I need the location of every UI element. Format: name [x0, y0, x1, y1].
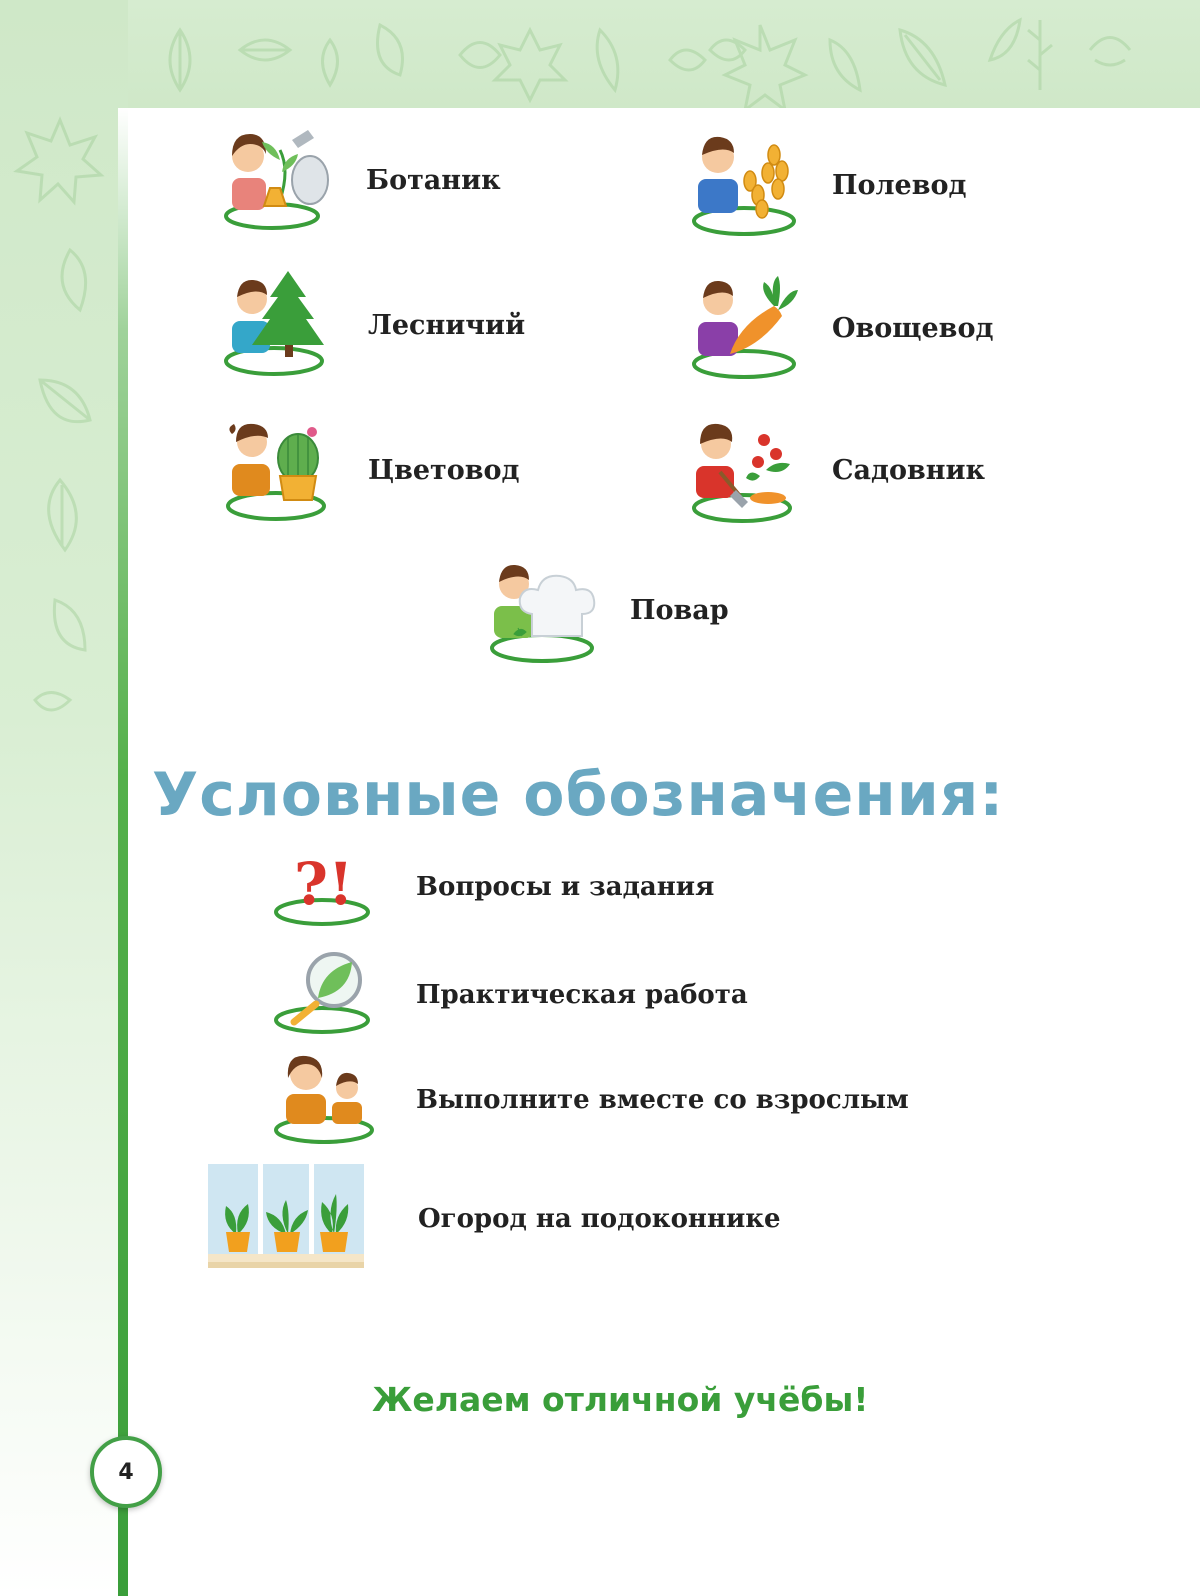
- profession-label: Садовник: [832, 454, 986, 486]
- legend-label: Огород на подоконнике: [418, 1204, 781, 1234]
- vegetable-grower-icon: [686, 268, 806, 388]
- profession-florist: [222, 410, 520, 530]
- magnifier-leaf-icon: [272, 950, 372, 1040]
- legend-item-questions: [272, 842, 714, 932]
- florist-icon: [222, 410, 342, 530]
- profession-label: Цветовод: [368, 454, 520, 486]
- profession-forester: [222, 265, 525, 385]
- profession-botanist: [220, 120, 501, 240]
- adult-child-icon: [272, 1050, 378, 1150]
- profession-label: Полевод: [832, 169, 967, 201]
- legend-item-practical-work: [272, 950, 748, 1040]
- botanist-icon: [220, 120, 340, 240]
- profession-gardener: [686, 410, 985, 530]
- profession-cook: [484, 550, 729, 670]
- cook-icon: [484, 550, 604, 670]
- profession-label: Овощевод: [832, 312, 994, 344]
- leaf-pattern-side-icon: [0, 100, 118, 750]
- profession-label: Ботаник: [366, 164, 501, 196]
- leaf-pattern-icon: [0, 0, 1200, 108]
- legend-label: Практическая работа: [416, 980, 748, 1010]
- profession-field-grower: [686, 125, 967, 245]
- page-number: 4: [90, 1436, 162, 1508]
- closing-wish: Желаем отличной учёбы!: [372, 1380, 869, 1419]
- field-grower-icon: [686, 125, 806, 245]
- legend-label: Вопросы и задания: [416, 872, 715, 902]
- legend-label: Выполните вместе со взрослым: [416, 1085, 909, 1115]
- page-edge-line: [118, 108, 128, 1596]
- gardener-icon: [686, 410, 806, 530]
- legend-title: Условные обозначения:: [152, 760, 1005, 830]
- legend-item-windowsill-garden: [208, 1164, 781, 1274]
- windowsill-garden-icon: [208, 1164, 364, 1274]
- forester-icon: [222, 265, 342, 385]
- profession-label: Повар: [630, 594, 729, 626]
- legend-item-with-adult: [272, 1050, 909, 1150]
- questions-icon: [272, 842, 372, 932]
- profession-vegetable-grower: [686, 268, 993, 388]
- svg-text:?!: ?!: [294, 850, 354, 918]
- profession-label: Лесничий: [368, 309, 526, 341]
